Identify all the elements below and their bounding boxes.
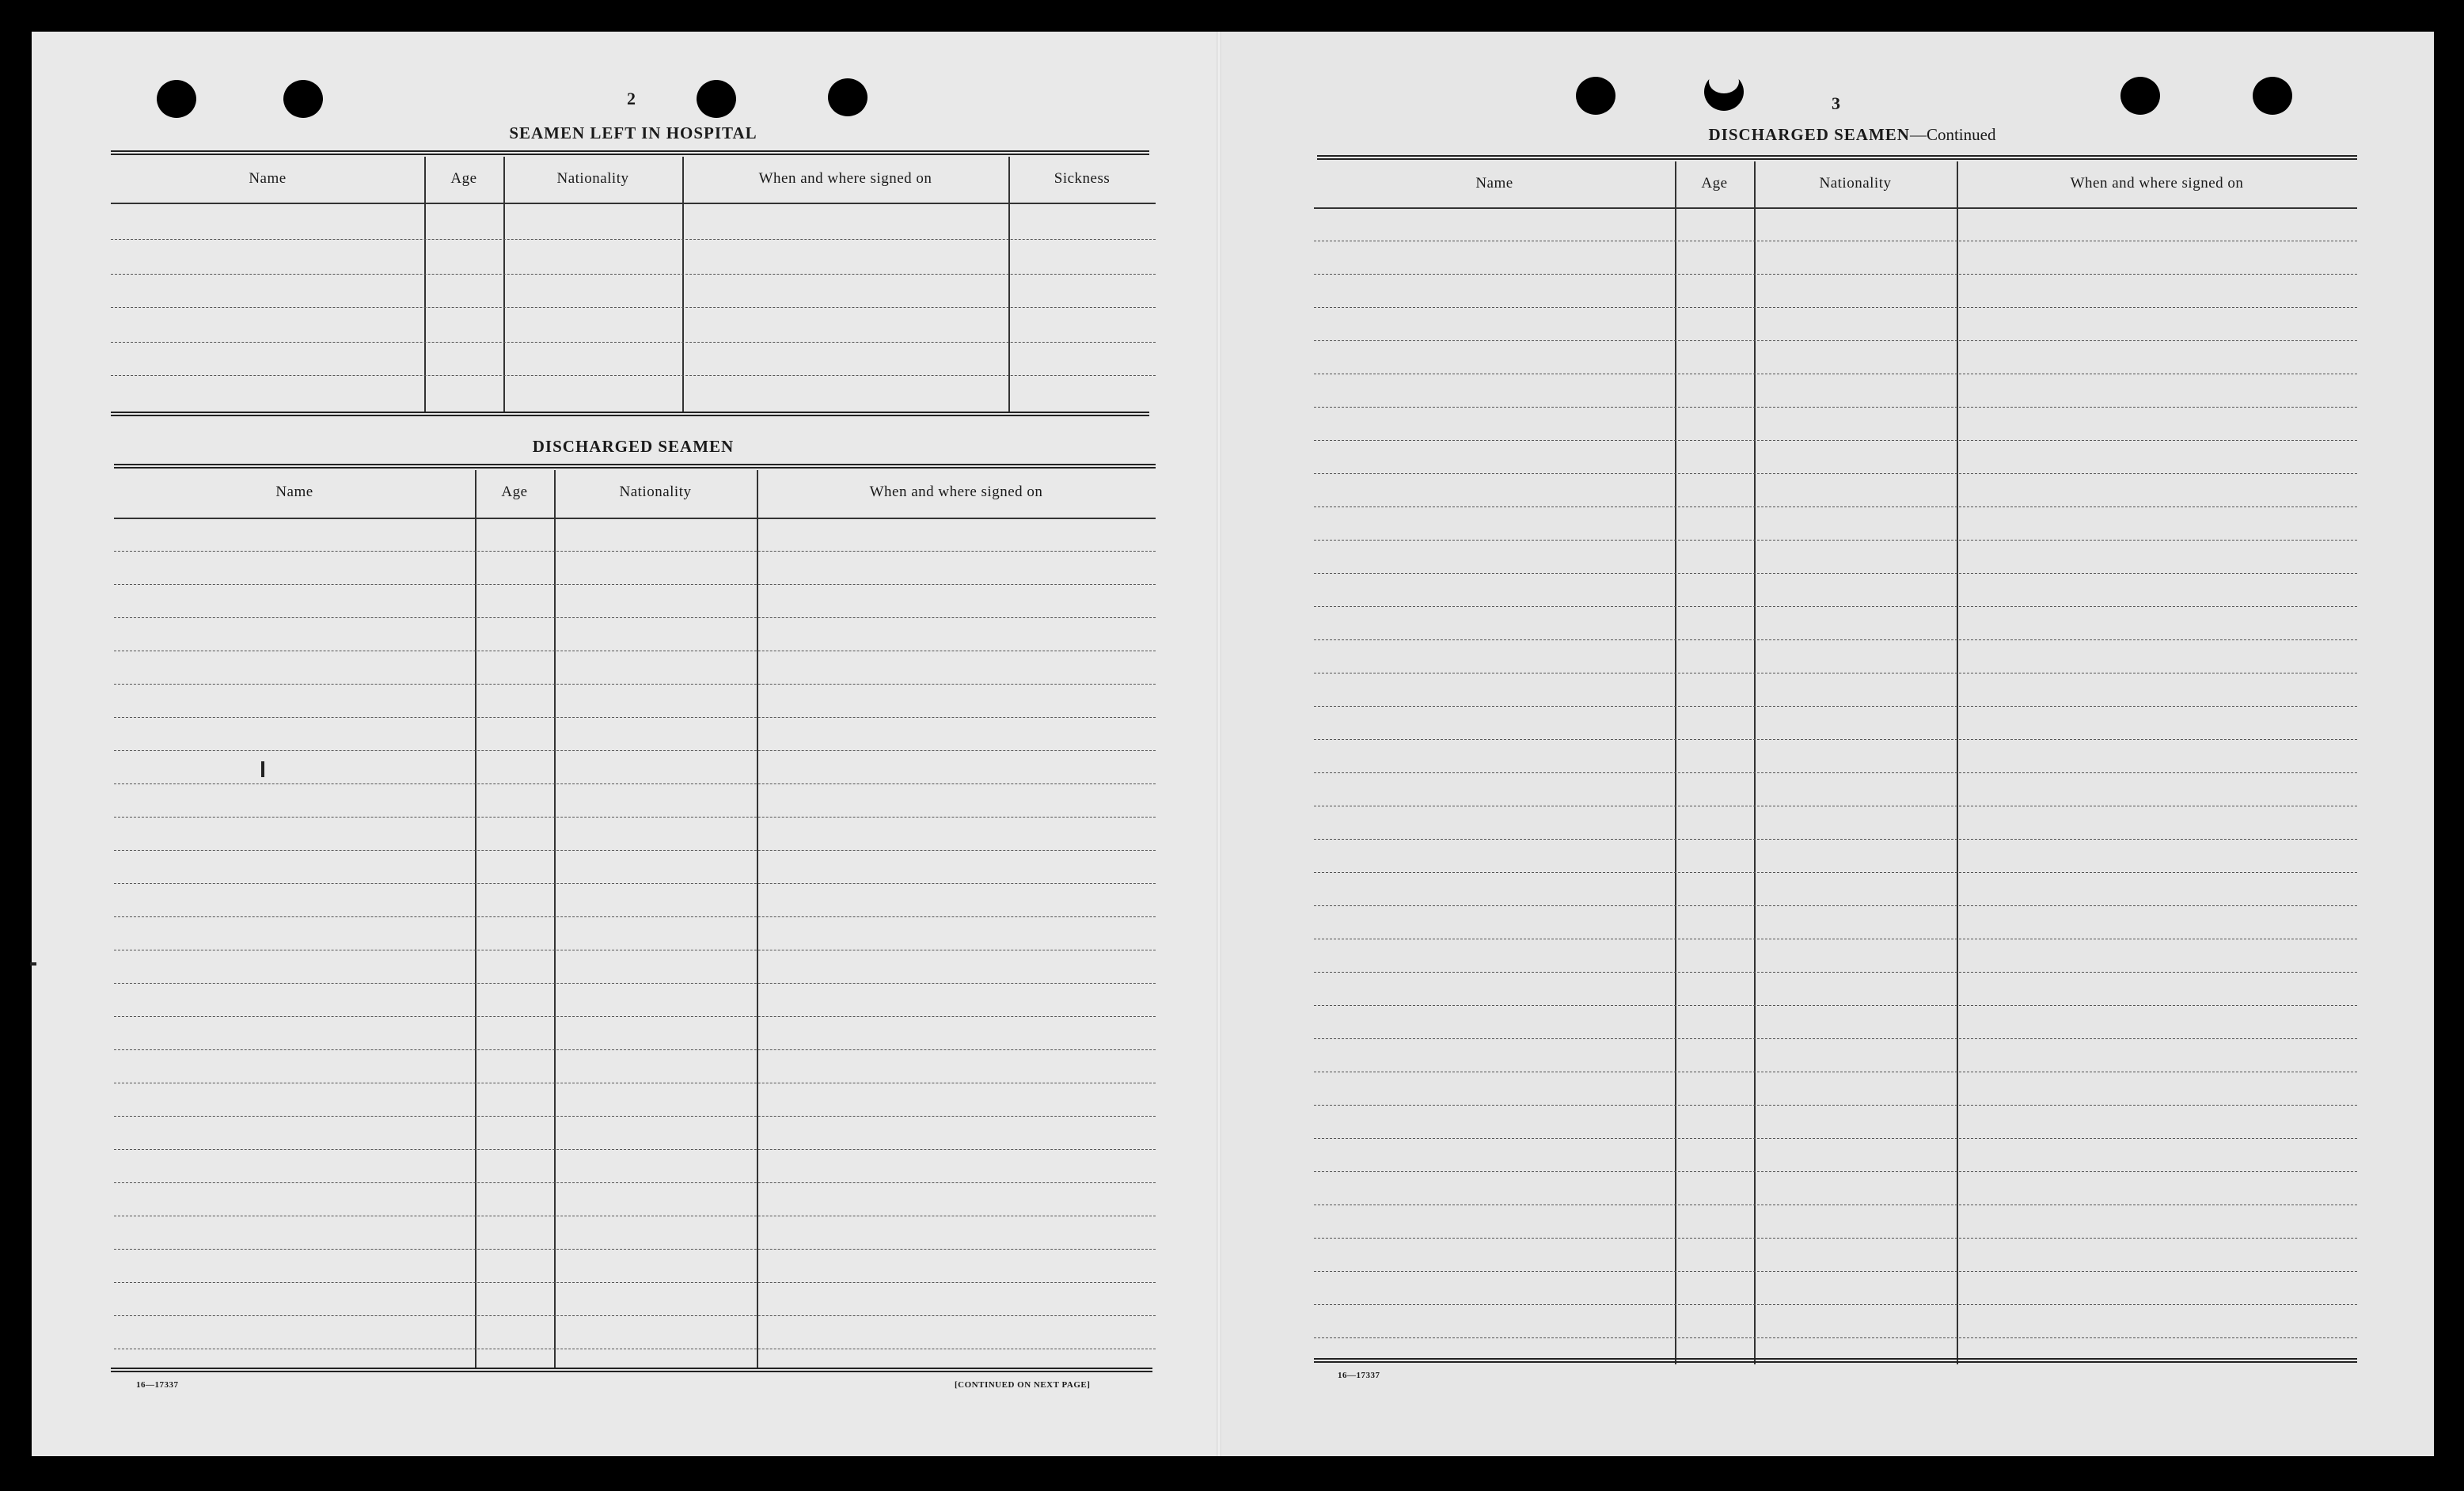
col-nationality: Nationality	[619, 484, 692, 500]
col-nationality: Nationality	[1819, 175, 1892, 192]
table-row	[114, 584, 1156, 585]
hospital-section-title: SEAMEN LEFT IN HOSPITAL	[509, 123, 757, 142]
page-number: 3	[1832, 93, 1840, 113]
col-age: Age	[1701, 175, 1728, 192]
punch-hole-icon	[157, 80, 196, 118]
margin-mark	[30, 962, 36, 966]
torn-punch-hole-icon	[1704, 73, 1744, 111]
col-age: Age	[450, 170, 477, 187]
table-row	[1314, 872, 2357, 873]
table-row	[1314, 274, 2357, 275]
hospital-table	[111, 157, 1156, 412]
table-row	[1314, 1304, 2357, 1305]
page-fold	[1217, 32, 1221, 1456]
table-row	[114, 750, 1156, 751]
table-row	[1314, 1238, 2357, 1239]
col-sickness: Sickness	[1054, 170, 1111, 187]
table-row	[1314, 573, 2357, 574]
discharged-continued-bottom-rule	[1314, 1358, 2357, 1363]
table-row	[114, 717, 1156, 718]
punch-hole-icon	[828, 78, 868, 116]
table-row	[114, 1049, 1156, 1050]
table-row	[114, 883, 1156, 884]
table-row	[114, 1149, 1156, 1150]
col-when-where: When and where signed on	[869, 484, 1043, 500]
section-title-suffix: —Continued	[1909, 125, 1996, 144]
discharged-continued-table	[1314, 161, 2357, 1364]
table-row	[1314, 739, 2357, 740]
col-when-where: When and where signed on	[2070, 175, 2244, 192]
discharged-continued-top-rule	[1317, 155, 2357, 160]
section-title-main: DISCHARGED SEAMEN	[1708, 125, 1910, 144]
table-row	[1314, 340, 2357, 341]
col-name: Name	[249, 170, 287, 187]
table-row	[114, 684, 1156, 685]
discharged-top-rule	[114, 464, 1156, 469]
col-nationality: Nationality	[556, 170, 629, 187]
col-age: Age	[501, 484, 528, 500]
table-row	[111, 375, 1156, 376]
punch-hole-icon	[2253, 77, 2292, 115]
table-row	[1314, 772, 2357, 773]
table-row	[111, 342, 1156, 343]
punch-hole-icon	[697, 80, 736, 118]
form-number: 16—17337	[136, 1380, 179, 1390]
form-number: 16—17337	[1338, 1371, 1380, 1380]
table-row	[111, 239, 1156, 240]
table-row	[114, 817, 1156, 818]
discharged-section-title: DISCHARGED SEAMEN	[532, 437, 735, 456]
table-row	[1314, 440, 2357, 441]
table-row	[114, 983, 1156, 984]
table-row	[114, 783, 1156, 784]
continued-note: [CONTINUED ON NEXT PAGE]	[955, 1380, 1091, 1390]
punch-hole-icon	[2120, 77, 2160, 115]
table-row	[114, 916, 1156, 917]
table-row	[1314, 540, 2357, 541]
table-row	[114, 617, 1156, 618]
table-row	[114, 1282, 1156, 1283]
table-row	[1314, 639, 2357, 640]
table-row	[1314, 1038, 2357, 1039]
hospital-bottom-rule	[111, 412, 1149, 416]
table-row	[114, 1249, 1156, 1250]
table-row	[1314, 473, 2357, 474]
table-row	[1314, 839, 2357, 840]
table-row	[1314, 307, 2357, 308]
table-row	[1314, 1337, 2357, 1338]
col-name: Name	[275, 484, 313, 500]
table-row	[1314, 1171, 2357, 1172]
table-row	[111, 307, 1156, 308]
punch-hole-icon	[283, 80, 323, 118]
table-row	[1314, 1138, 2357, 1139]
table-row	[1314, 905, 2357, 906]
table-row	[1314, 1105, 2357, 1106]
discharged-continued-title	[1646, 125, 2058, 145]
punch-hole-icon	[1576, 77, 1615, 115]
table-row	[114, 1116, 1156, 1117]
hospital-top-rule	[111, 150, 1149, 155]
table-row	[114, 551, 1156, 552]
table-row	[1314, 1005, 2357, 1006]
page-number: 2	[627, 89, 636, 108]
table-row	[1314, 606, 2357, 607]
table-row	[1314, 506, 2357, 507]
table-row	[1314, 407, 2357, 408]
table-row	[1314, 972, 2357, 973]
table-row	[114, 1315, 1156, 1316]
table-row	[114, 1016, 1156, 1017]
table-row	[114, 1182, 1156, 1183]
table-row	[111, 274, 1156, 275]
discharged-bottom-rule	[111, 1368, 1152, 1372]
table-row	[1314, 706, 2357, 707]
table-row	[1314, 1271, 2357, 1272]
col-when-where: When and where signed on	[758, 170, 932, 187]
table-row	[114, 850, 1156, 851]
discharged-table	[114, 470, 1156, 1369]
col-name: Name	[1475, 175, 1513, 192]
